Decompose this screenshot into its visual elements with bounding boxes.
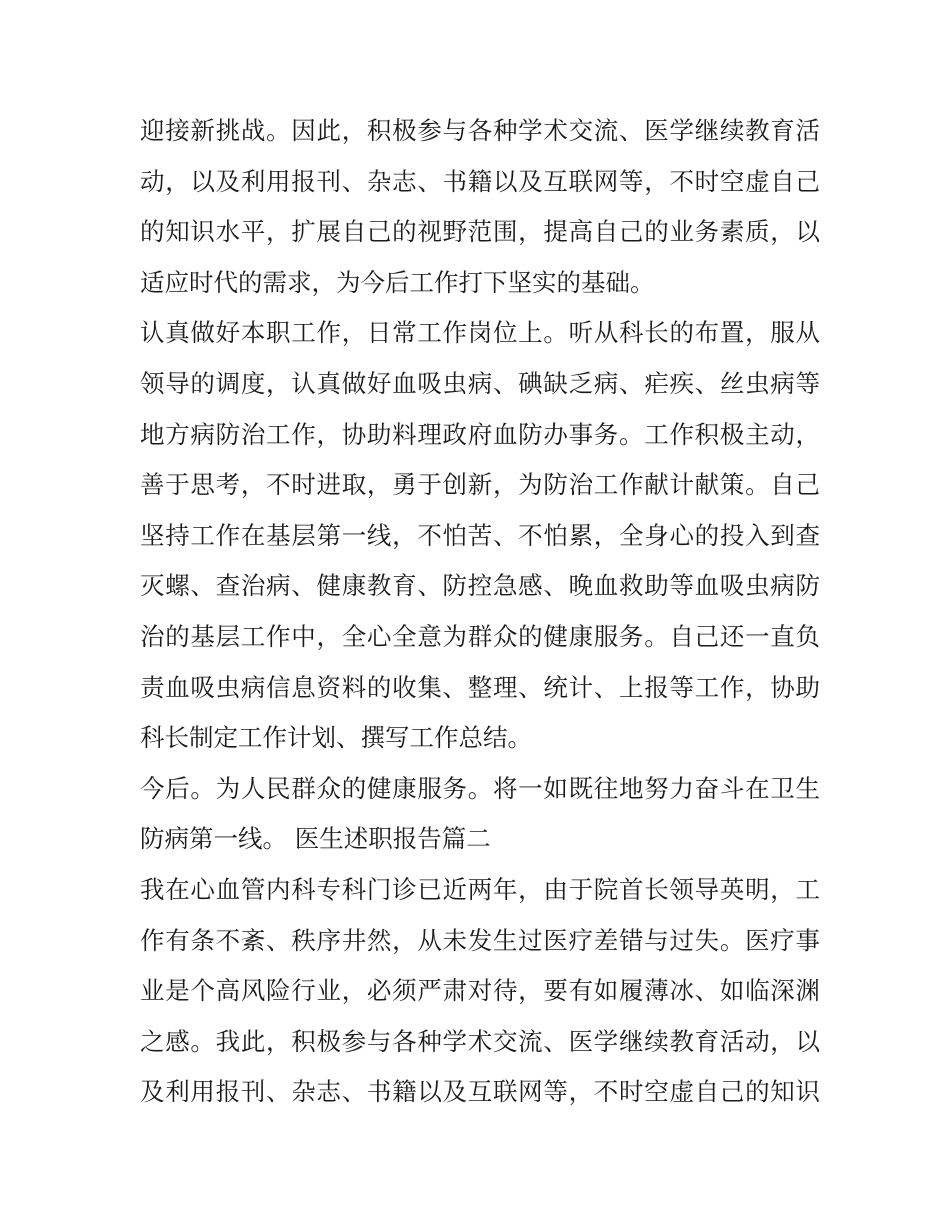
text-line: 治的基层工作中，全心全意为群众的健康服务。自己还一直负 bbox=[140, 621, 820, 651]
text-line: 领导的调度，认真做好血吸虫病、碘缺乏病、疟疾、丝虫病等 bbox=[140, 368, 820, 398]
text-line: 迎接新挑战。因此，积极参与各种学术交流、医学继续教育活 bbox=[140, 116, 820, 145]
text-line: 认真做好本职工作，日常工作岗位上。听从科长的布置，服从 bbox=[140, 318, 820, 348]
text-line: 善于思考，不时进取，勇于创新，为防治工作献计献策。自己 bbox=[140, 470, 820, 500]
text-line: 责血吸虫病信息资料的收集、整理、统计、上报等工作，协助 bbox=[140, 672, 820, 702]
text-line: 地方病防治工作，协助料理政府血防办事务。工作积极主动， bbox=[140, 419, 820, 449]
text-line: 坚持工作在基层第一线，不怕苦、不怕累，全身心的投入到查 bbox=[140, 520, 820, 550]
text-line: 科长制定工作计划、撰写工作总结。 bbox=[140, 723, 532, 753]
document-body bbox=[140, 106, 820, 1118]
text-line: 业是个高风险行业，必须严肃对待，要有如履薄冰、如临深渊 bbox=[140, 976, 820, 1006]
text-line: 适应时代的需求，为今后工作打下坚实的基础。 bbox=[140, 267, 655, 297]
text-line: 动，以及利用报刊、杂志、书籍以及互联网等，不时空虚自己 bbox=[140, 166, 820, 196]
text-line: 的知识水平，扩展自己的视野范围，提高自己的业务素质，以 bbox=[140, 217, 820, 247]
text-line: 防病第一线。 医生述职报告篇二 bbox=[140, 824, 491, 854]
text-line: 今后。为人民群众的健康服务。将一如既往地努力奋斗在卫生 bbox=[140, 773, 820, 803]
text-line: 及利用报刊、杂志、书籍以及互联网等，不时空虚自己的知识 bbox=[140, 1077, 820, 1107]
text-line: 我在心血管内科专科门诊已近两年，由于院首长领导英明，工 bbox=[140, 874, 820, 904]
text-line: 灭螺、查治病、健康教育、防控急感、晚血救助等血吸虫病防 bbox=[140, 571, 820, 601]
text-line: 作有条不紊、秩序井然，从未发生过医疗差错与过失。医疗事 bbox=[140, 925, 820, 955]
text-line: 之感。我此，积极参与各种学术交流、医学继续教育活动，以 bbox=[140, 1026, 820, 1056]
